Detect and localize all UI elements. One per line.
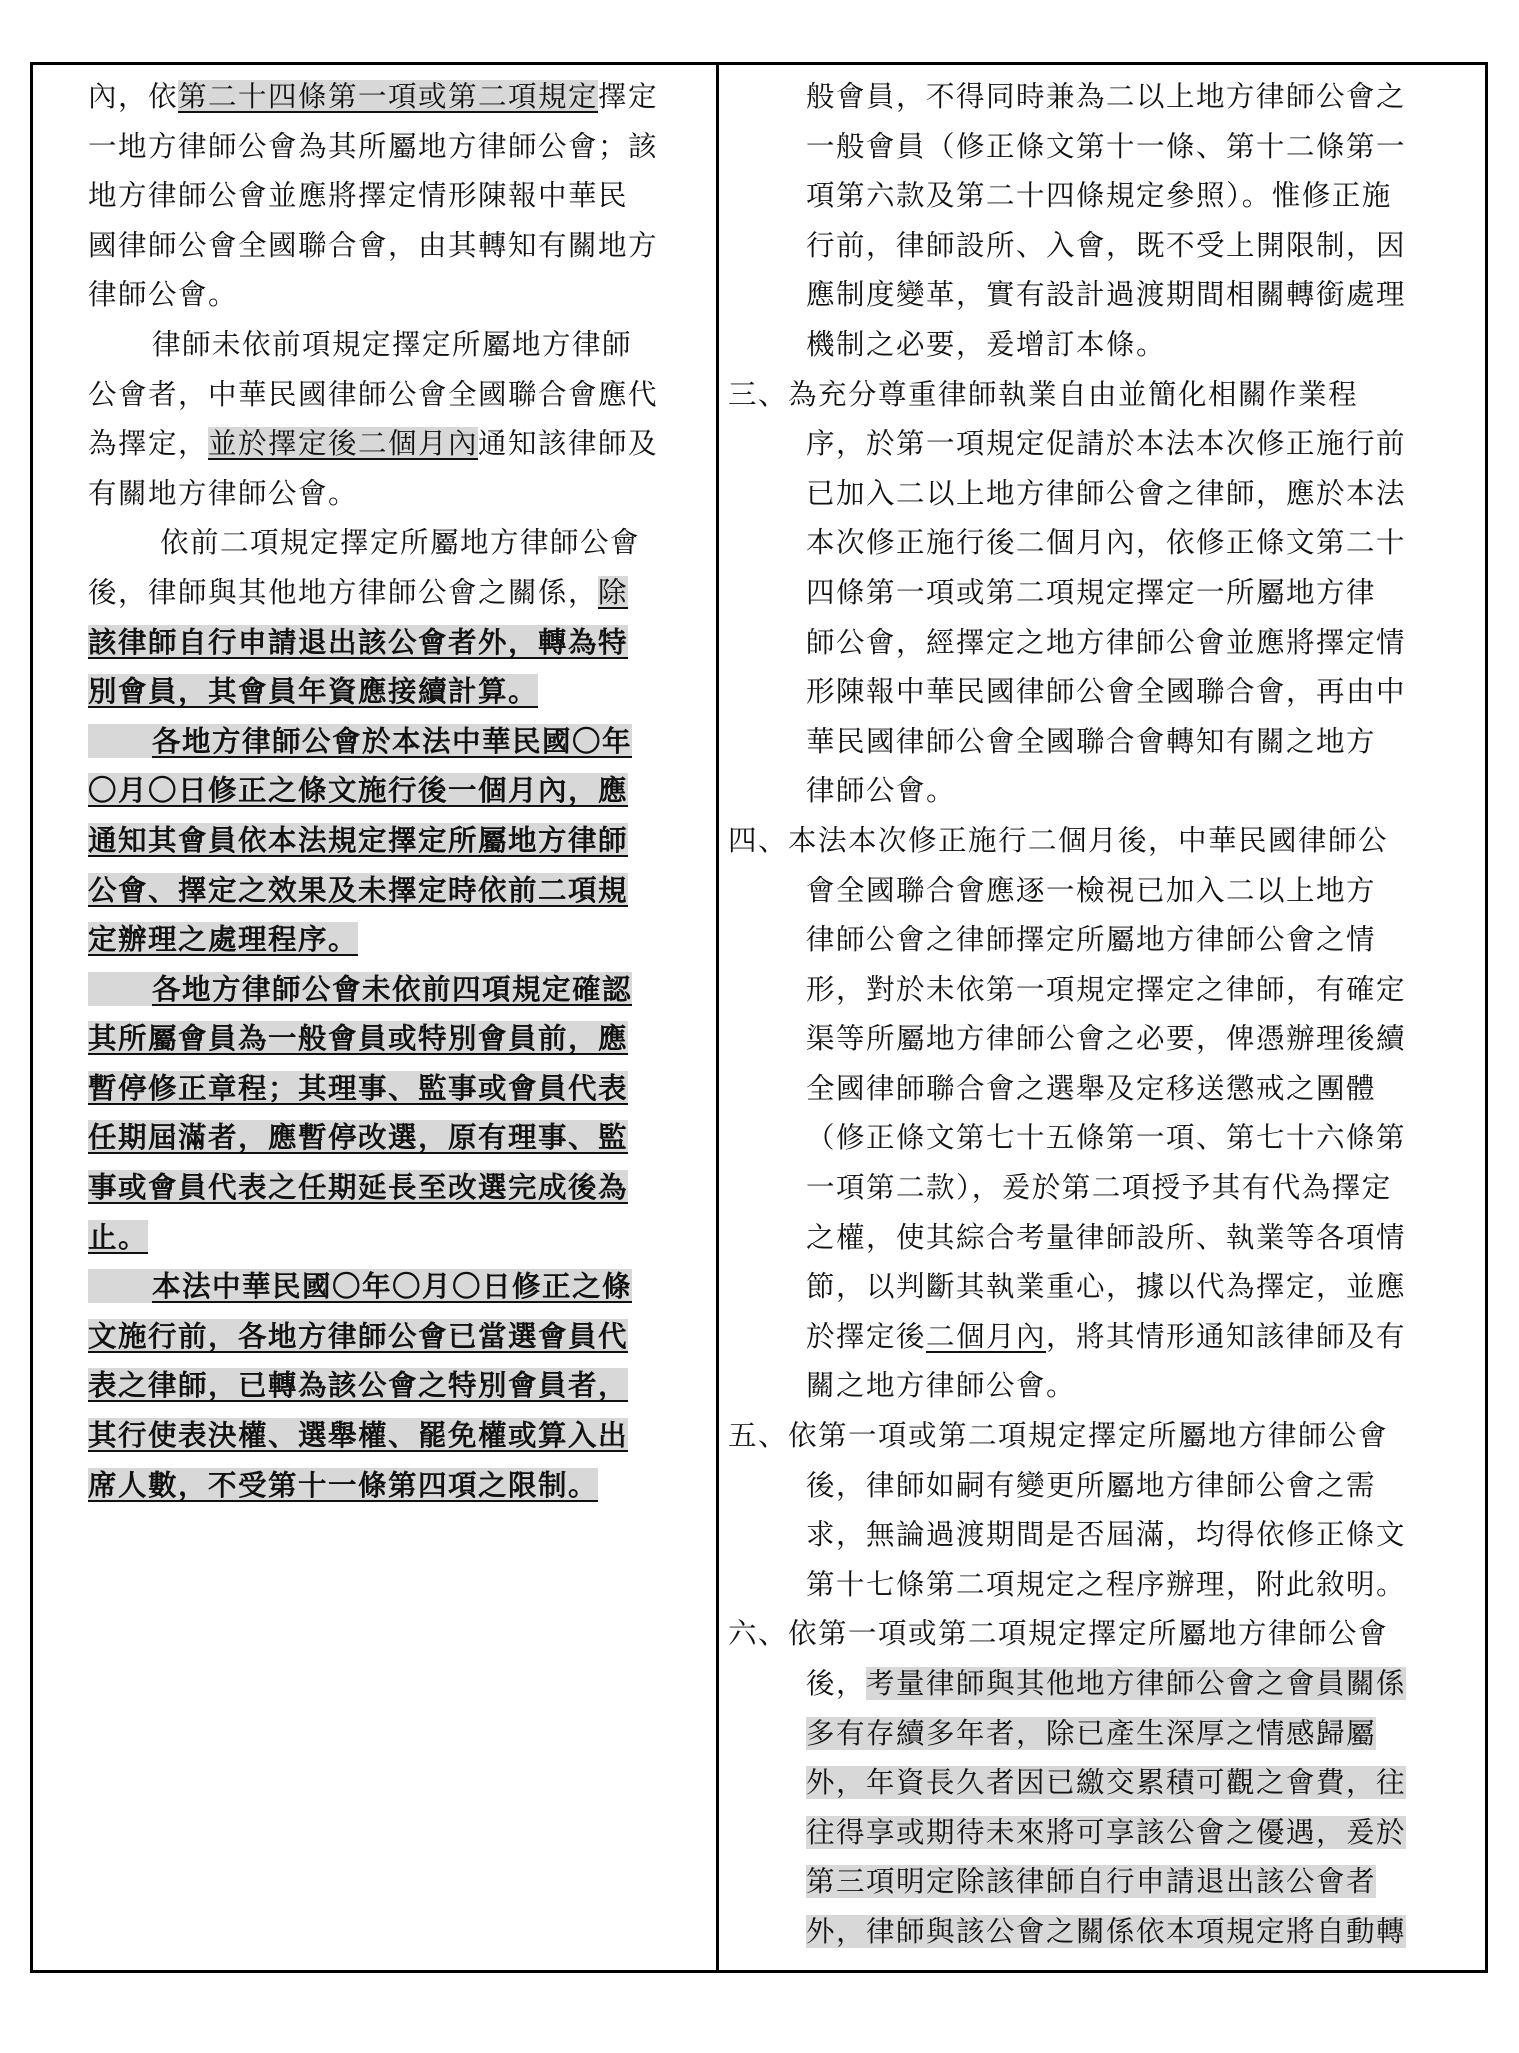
item-number: 五、 (728, 1419, 789, 1453)
text-line: 一般會員（修正條文第十一條、第十二條第一 (806, 129, 1407, 163)
text-line: 內，依第二十四條第一項或第二項規定擇定 (88, 80, 659, 113)
text-line: 般會員，不得同時兼為二以上地方律師公會之 (806, 80, 1407, 113)
text-line: 師公會，經擇定之地方律師公會並應將擇定情 (806, 625, 1407, 659)
text-line: 渠等所屬地方律師公會之必要，俾憑辦理後續 (806, 1022, 1407, 1056)
text-line: 行前，律師設所、入會，既不受上開限制，因 (806, 228, 1407, 262)
text-line: 本次修正施行後二個月內，依修正條文第二十 (806, 526, 1407, 560)
text-line: 任期屆滿者，應暫停改選，原有理事、監 (88, 1120, 629, 1155)
text-line: 機制之必要，爰增訂本條。 (806, 327, 1167, 361)
text-line: 止。 (88, 1219, 149, 1254)
text-line: 地方律師公會並應將擇定情形陳報中華民 (88, 179, 629, 213)
text-line: 暫停修正章程；其理事、監事或會員代表 (88, 1070, 629, 1105)
text-line: 有關地方律師公會。 (88, 476, 359, 510)
text-line: 全國律師聯合會之選舉及定移送懲戒之團體 (806, 1071, 1377, 1105)
text-line: 文施行前，各地方律師公會已當選會員代 (88, 1318, 629, 1353)
text-line: 其行使表決權、選舉權、罷免權或算入出 (88, 1418, 629, 1453)
text-line: 公會、擇定之效果及未擇定時依前二項規 (88, 872, 629, 907)
text-line: 四條第一項或第二項規定擇定一所屬地方律 (806, 575, 1377, 609)
text-line: 後，律師與其他地方律師公會之關係，除 (88, 575, 629, 609)
list-item-5: 五、依第一項或第二項規定擇定所屬地方律師公會 (728, 1419, 1389, 1453)
text-line: 定辦理之處理程序。 (88, 922, 359, 957)
text-line: 形陳報中華民國律師公會全國聯合會，再由中 (806, 675, 1407, 709)
text-line: 表之律師，已轉為該公會之特別會員者， (88, 1368, 629, 1403)
text-line: 律師公會之律師擇定所屬地方律師公會之情 (806, 923, 1377, 957)
text-line: 關之地方律師公會。 (806, 1369, 1077, 1403)
text-line: 通知其會員依本法規定擇定所屬地方律師 (88, 822, 629, 857)
text-line: 該律師自行申請退出該公會者外，轉為特 (88, 624, 629, 659)
text-line: 律師未依前項規定擇定所屬地方律師 (152, 327, 633, 361)
text-line: 席人數，不受第十一條第四項之限制。 (88, 1467, 599, 1502)
text-line: 律師公會。 (806, 774, 957, 808)
left-column (88, 72, 708, 1510)
text-line: 第三項明定除該律師自行申請退出該公會者 (806, 1865, 1377, 1899)
text-line: 一項第二款），爰於第二項授予其有代為擇定 (806, 1171, 1392, 1205)
text-line: 外，律師與該公會之關係依本項規定將自動轉 (806, 1914, 1407, 1948)
text-line: 各地方律師公會未依前四項規定確認 (88, 965, 708, 1015)
item-number: 三、 (728, 377, 789, 411)
text-line: 本法中華民國〇年〇月〇日修正之條 (88, 1262, 708, 1312)
text-line: 依前二項規定擇定所屬地方律師公會 (160, 526, 641, 560)
text-line: 形，對於未依第一項規定擇定之律師，有確定 (806, 972, 1407, 1006)
text-line: 公會者，中華民國律師公會全國聯合會應代 (88, 377, 659, 411)
text-line: 外，年資長久者因已繳交累積可觀之會費，往 (806, 1766, 1407, 1800)
text-line: 別會員，其會員年資應接續計算。 (88, 674, 539, 709)
column-divider (716, 62, 719, 1973)
text-line: 後，考量律師與其他地方律師公會之會員關係 (806, 1667, 1407, 1700)
text-line: 會全國聯合會應逐一檢視已加入二以上地方 (806, 873, 1377, 907)
item-number: 四、 (728, 823, 789, 857)
text-line: 節，以判斷其執業重心，據以代為擇定，並應 (806, 1270, 1407, 1304)
text-line: 於擇定後二個月內，將其情形通知該律師及有 (806, 1319, 1407, 1353)
text-line: 往得享或期待未來將可享該公會之優遇，爰於 (806, 1815, 1407, 1849)
text-line: 已加入二以上地方律師公會之律師，應於本法 (806, 476, 1407, 510)
text-line: 為擇定，並於擇定後二個月內通知該律師及 (88, 427, 659, 461)
text-line: 〇月〇日修正之條文施行後一個月內，應 (88, 773, 629, 808)
text-line: 國律師公會全國聯合會，由其轉知有關地方 (88, 228, 659, 262)
text-line: 事或會員代表之任期延長至改選完成後為 (88, 1170, 629, 1205)
text-line: 求，無論過渡期間是否屆滿，均得依修正條文 (806, 1518, 1407, 1552)
list-item-4: 四、本法本次修正施行二個月後，中華民國律師公 (728, 823, 1389, 857)
text-line: 第十七條第二項規定之程序辦理，附此敘明。 (806, 1567, 1407, 1601)
text-line: 一地方律師公會為其所屬地方律師公會；該 (88, 129, 659, 163)
text-line: 序，於第一項規定促請於本法本次修正施行前 (806, 427, 1407, 461)
text-line: 其所屬會員為一般會員或特別會員前，應 (88, 1021, 629, 1056)
text-line: 律師公會。 (88, 278, 239, 312)
text-line: 項第六款及第二十四條規定參照）。惟修正施 (806, 179, 1392, 213)
text-line: 應制度變革，實有設計過渡期間相關轉銜處理 (806, 278, 1407, 312)
item-number: 六、 (728, 1617, 789, 1651)
right-column (728, 72, 1478, 1957)
text-line: （修正條文第七十五條第一項、第七十六條第 (806, 1121, 1407, 1155)
list-item-3: 三、為充分尊重律師執業自由並簡化相關作業程 (728, 377, 1359, 411)
text-line: 多有存續多年者，除已產生深厚之情感歸屬 (806, 1716, 1377, 1750)
text-line: 各地方律師公會於本法中華民國〇年 (88, 717, 708, 767)
text-line: 後，律師如嗣有變更所屬地方律師公會之需 (806, 1468, 1377, 1502)
text-line: 之權，使其綜合考量律師設所、執業等各項情 (806, 1220, 1407, 1254)
text-line: 華民國律師公會全國聯合會轉知有關之地方 (806, 724, 1377, 758)
list-item-6: 六、依第一項或第二項規定擇定所屬地方律師公會 (728, 1617, 1389, 1651)
